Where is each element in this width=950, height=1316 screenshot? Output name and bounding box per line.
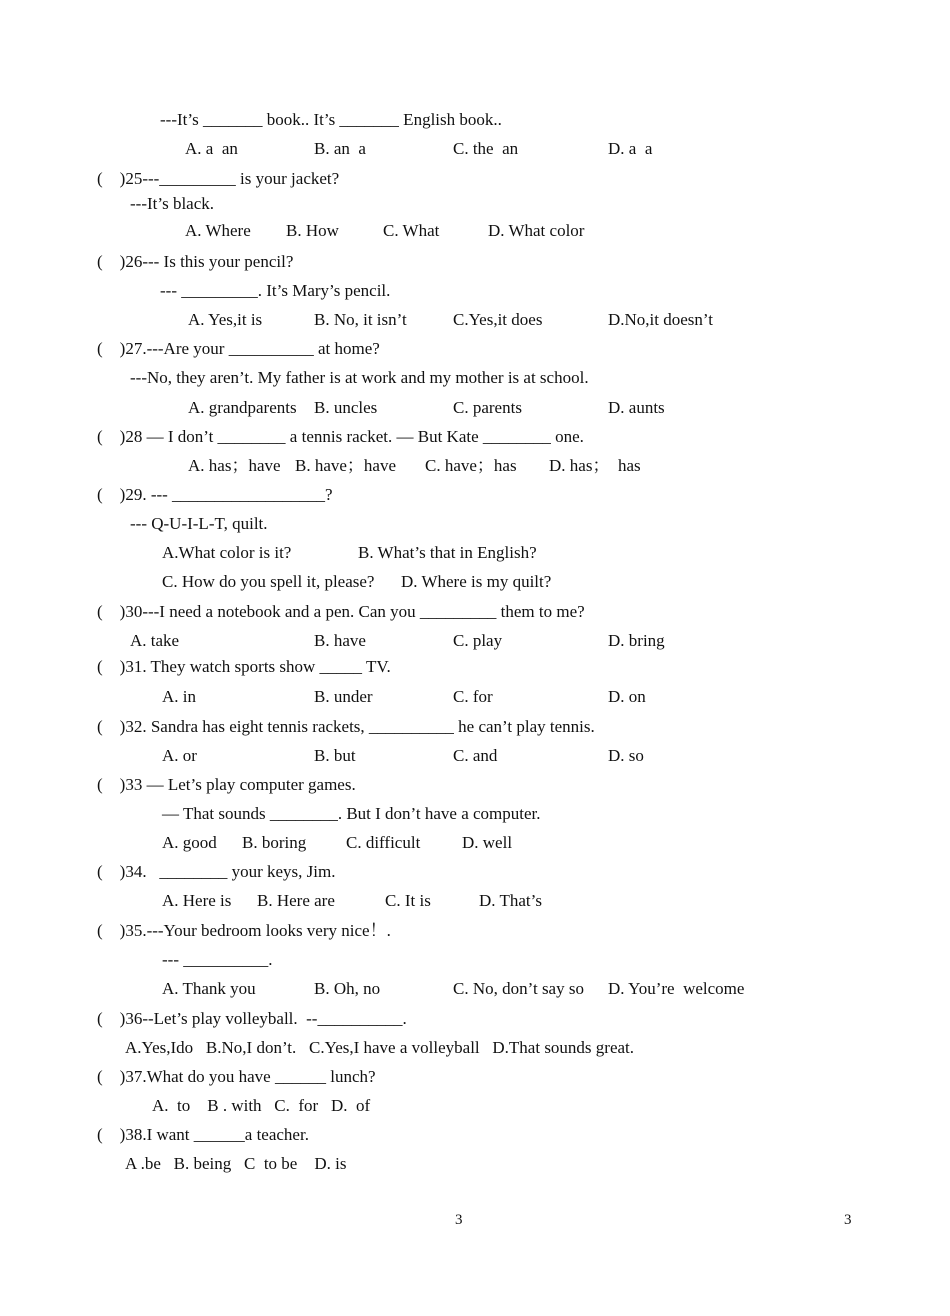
option-b: B. Oh, no: [314, 979, 381, 998]
question-35: ( )35.---Your bedroom looks very nice！.: [97, 921, 391, 940]
option-c: C. have；has: [425, 456, 517, 475]
question-33: ( )33 — Let’s play computer games.: [97, 775, 356, 794]
option-c: C. and: [453, 746, 498, 765]
option-b: B. boring: [242, 833, 307, 852]
question-27: ( )27.---Are your __________ at home?: [97, 339, 380, 358]
option-d: D. a a: [608, 139, 653, 158]
option-a: A. Thank you: [162, 979, 256, 998]
option-b: B. No, it isn’t: [314, 310, 407, 329]
option-c: C. difficult: [346, 833, 421, 852]
option-d: D. aunts: [608, 398, 665, 417]
option-d: D. Where is my quilt?: [401, 572, 552, 591]
option-d: D. You’re welcome: [608, 979, 745, 998]
option-d: D. well: [462, 833, 513, 852]
page-number-right: 3: [844, 1212, 852, 1228]
option-b: B. What’s that in English?: [358, 543, 537, 562]
option-a: A. has；have: [188, 456, 281, 475]
option-d: D. on: [608, 687, 646, 706]
option-c: C.Yes,it does: [453, 310, 543, 329]
option-b: B. have；have: [295, 456, 397, 475]
option-b: B. but: [314, 746, 356, 765]
option-a: A.What color is it?: [162, 543, 292, 562]
option-c: C. play: [453, 631, 503, 650]
question-32: ( )32. Sandra has eight tennis rackets, __________ he can’t play tennis.: [97, 717, 595, 736]
option-a: A. good: [162, 833, 217, 852]
option-c: C. the an: [453, 139, 519, 158]
option-b: B. How: [286, 221, 339, 240]
question-37: ( )37.What do you have ______ lunch?: [97, 1067, 376, 1086]
dialogue-line: --- Q-U-I-L-T, quilt.: [130, 514, 268, 533]
dialogue-line: ---It’s black.: [130, 194, 215, 213]
dialogue-line: --- __________.: [162, 950, 273, 969]
option-b: B. an a: [314, 139, 366, 158]
option-c: C. What: [383, 221, 440, 240]
options-line: A.Yes,Ido B.No,I don’t. C.Yes,I have a volleyball D.That sounds great.: [125, 1038, 635, 1057]
option-c: C. No, don’t say so: [453, 979, 584, 998]
dialogue-line: --- _________. It’s Mary’s pencil.: [160, 281, 391, 300]
question-25: ( )25---_________ is your jacket?: [97, 169, 340, 188]
option-a: A. take: [130, 631, 180, 650]
question-31: ( )31. They watch sports show _____ TV.: [97, 657, 391, 676]
question-34: ( )34. ________ your keys, Jim.: [97, 862, 336, 881]
option-a: A. Here is: [162, 891, 232, 910]
option-a: A. grandparents: [188, 398, 297, 417]
options-line: A .be B. being C to be D. is: [125, 1154, 347, 1173]
question-line: ---It’s _______ book.. It’s _______ English book..: [160, 110, 502, 129]
question-38: ( )38.I want ______a teacher.: [97, 1125, 309, 1144]
option-c: C. for: [453, 687, 493, 706]
page-number: 3: [455, 1212, 463, 1228]
question-30: ( )30---I need a notebook and a pen. Can you _________ them to me?: [97, 602, 585, 621]
option-d: D. so: [608, 746, 644, 765]
option-d: D. bring: [608, 631, 665, 650]
option-b: B. under: [314, 687, 373, 706]
option-a: A. or: [162, 746, 197, 765]
question-29: ( )29. --- __________________?: [97, 485, 333, 504]
option-c: C. How do you spell it, please?: [162, 572, 375, 591]
option-b: B. Here are: [257, 891, 335, 910]
option-d: D. What color: [488, 221, 585, 240]
dialogue-line: ---No, they aren’t. My father is at work and my mother is at school.: [130, 368, 589, 387]
dialogue-line: — That sounds ________. But I don’t have a computer.: [162, 804, 541, 823]
option-d: D.No,it doesn’t: [608, 310, 713, 329]
option-a: A. Yes,it is: [188, 310, 263, 329]
option-c: C. parents: [453, 398, 522, 417]
question-36: ( )36--Let’s play volleyball. --__________.: [97, 1009, 407, 1028]
option-a: A. a an: [185, 139, 238, 158]
option-c: C. It is: [385, 891, 431, 910]
option-b: B. uncles: [314, 398, 378, 417]
question-26: ( )26--- Is this your pencil?: [97, 252, 294, 271]
option-b: B. have: [314, 631, 366, 650]
question-28: ( )28 — I don’t ________ a tennis racket. — But Kate ________ one.: [97, 427, 584, 446]
option-d: D. That’s: [479, 891, 542, 910]
option-d: D. has； has: [549, 456, 641, 475]
options-line: A. to B . with C. for D. of: [152, 1096, 371, 1115]
option-a: A. Where: [185, 221, 251, 240]
option-a: A. in: [162, 687, 196, 706]
